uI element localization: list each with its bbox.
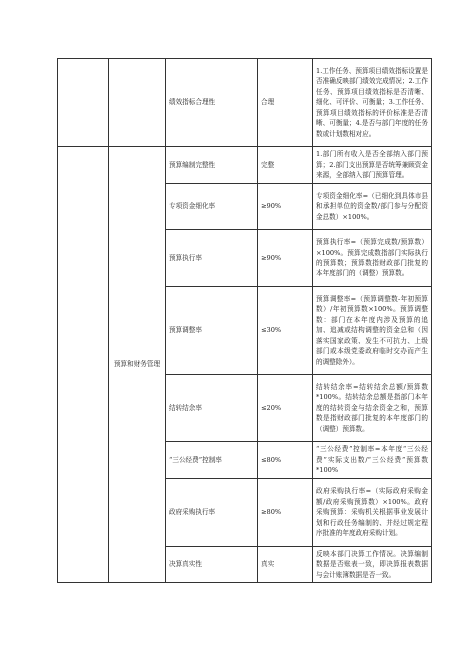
empty-cell — [109, 59, 166, 147]
standard-cell: ≤80% — [258, 442, 313, 479]
indicator-cell: 绩效指标合理性 — [166, 59, 258, 147]
description-cell: 专项资金细化率=（已细化到具体市县和承担单位的资金数/部门参与分配资金总数）×100%。 — [313, 184, 432, 230]
description-cell: 1.工作任务、预算项目绩效指标设置是否准确反映部门绩效完成情况；2.工作任务、预算项目绩效指标是否清晰、细化、可评价、可衡量；3.工作任务、预算项目绩效指标的评价标准是否清晰、可衡量；4.是否与部门年度的任务数或计划数相对应。 — [313, 59, 432, 147]
standard-cell: ≥80% — [258, 479, 313, 547]
indicator-cell: 预算编制完整性 — [166, 147, 258, 184]
indicator-cell: 预算调整率 — [166, 287, 258, 375]
indicator-cell: “三公经费”控制率 — [166, 442, 258, 479]
description-cell: “三公经费”控制率=本年度“三公经费”实际支出数/“三公经费”预算数*100% — [313, 442, 432, 479]
category-cell: 预算和财务管理 — [109, 147, 166, 583]
indicator-cell: 预算执行率 — [166, 230, 258, 287]
standard-cell: ≤20% — [258, 375, 313, 442]
description-cell: 预算执行率=（预算完成数/预算数）×100%。预算完成数指部门实际执行的预算数；预算数指财政部门批复的本年度部门的（调整）预算数。 — [313, 230, 432, 287]
empty-cell — [58, 59, 109, 147]
description-cell: 预算调整率=（预算调整数-年初预算数）/年初预算数×100%。预算调整数：部门在本年度内涉及预算的追加、追减或结构调整的资金总和（因落实国家政策、发生不可抗力、上级部门或本级党委政府临时交办而产生的调整除外）。 — [313, 287, 432, 375]
standard-cell: ≥90% — [258, 184, 313, 230]
performance-evaluation-table — [57, 58, 432, 583]
empty-cell — [58, 147, 109, 583]
description-cell: 反映本部门决算工作情况。决算编制数据是否账表一致，即决算报表数据与会计账簿数据是否一致。 — [313, 547, 432, 583]
standard-cell: 真实 — [258, 547, 313, 583]
standard-cell: 完整 — [258, 147, 313, 184]
indicator-cell: 决算真实性 — [166, 547, 258, 583]
description-cell: 结转结余率=结转结余总额/预算数*100%。结转结余总额是指部门本年度的结转资金与结余资金之和，预算数是指财政部门批复的本年度部门的（调整）预算数。 — [313, 375, 432, 442]
description-cell: 1.部门所有收入是否全部纳入部门预算；2.部门支出预算是否统筹兼顾资金来源，全部纳入部门预算管理。 — [313, 147, 432, 184]
indicator-cell: 结转结余率 — [166, 375, 258, 442]
standard-cell: ≤30% — [258, 287, 313, 375]
description-cell: 政府采购执行率=（实际政府采购金额/政府采购预算数）×100%。政府采购预算：采购机关根据事业发展计划和行政任务编制的、并经过规定程序批准的年度政府采购计划。 — [313, 479, 432, 547]
table-row — [58, 147, 432, 184]
standard-cell: 合理 — [258, 59, 313, 147]
table-row — [58, 59, 432, 147]
indicator-cell: 政府采购执行率 — [166, 479, 258, 547]
indicator-cell: 专项资金细化率 — [166, 184, 258, 230]
standard-cell: ≥90% — [258, 230, 313, 287]
